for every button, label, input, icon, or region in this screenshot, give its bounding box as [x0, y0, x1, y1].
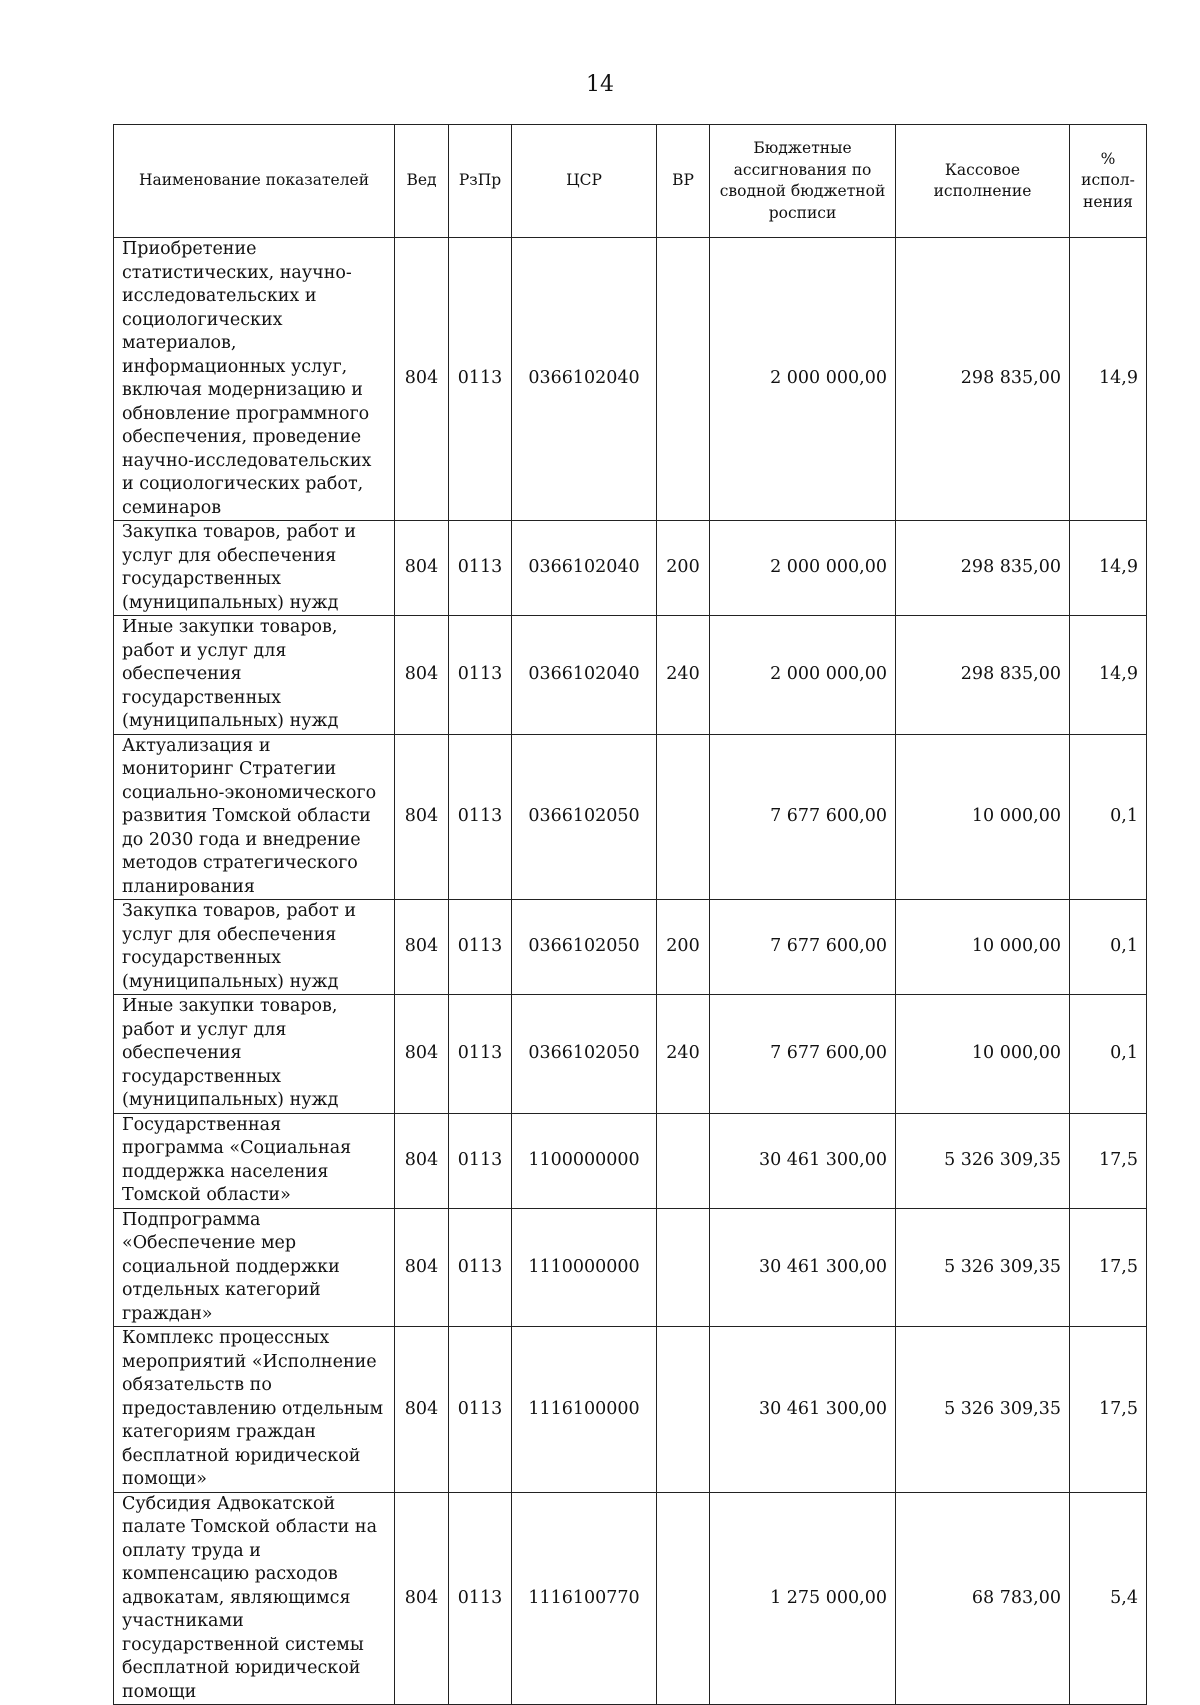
row-cash: 298 835,00 — [896, 521, 1070, 616]
row-name: Актуализация и мониторинг Стратегии социально-экономического развития Томской области до 2030 года и внедрение методов стратегического планирования — [114, 734, 395, 900]
row-rzpr: 0113 — [449, 900, 512, 995]
row-cash: 10 000,00 — [896, 995, 1070, 1114]
row-csr: 0366102040 — [512, 521, 657, 616]
row-rzpr: 0113 — [449, 995, 512, 1114]
row-ved: 804 — [395, 995, 449, 1114]
row-vr: 200 — [657, 521, 710, 616]
table-row — [114, 995, 1147, 1114]
row-name: Иные закупки товаров, работ и услуг для обеспечения государственных (муниципальных) нужд — [114, 616, 395, 735]
row-percent: 17,5 — [1070, 1113, 1147, 1208]
row-rzpr: 0113 — [449, 616, 512, 735]
row-name: Закупка товаров, работ и услуг для обеспечения государственных (муниципальных) нужд — [114, 900, 395, 995]
row-ved: 804 — [395, 1208, 449, 1327]
table-row — [114, 521, 1147, 616]
table-row — [114, 238, 1147, 521]
row-rzpr: 0113 — [449, 1492, 512, 1705]
row-vr — [657, 734, 710, 900]
row-budget: 1 275 000,00 — [710, 1492, 896, 1705]
row-rzpr: 0113 — [449, 734, 512, 900]
row-cash: 298 835,00 — [896, 238, 1070, 521]
row-vr — [657, 1113, 710, 1208]
row-rzpr: 0113 — [449, 1113, 512, 1208]
row-percent: 0,1 — [1070, 900, 1147, 995]
header-ved: Вед — [395, 125, 449, 238]
table-row — [114, 1208, 1147, 1327]
header-percent: % испол-нения — [1070, 125, 1147, 238]
row-vr: 240 — [657, 995, 710, 1114]
row-percent: 14,9 — [1070, 521, 1147, 616]
row-vr: 240 — [657, 616, 710, 735]
row-ved: 804 — [395, 238, 449, 521]
row-ved: 804 — [395, 521, 449, 616]
row-budget: 30 461 300,00 — [710, 1327, 896, 1493]
row-name: Подпрограмма «Обеспечение мер социальной поддержки отдельных категорий граждан» — [114, 1208, 395, 1327]
row-csr: 0366102040 — [512, 238, 657, 521]
header-name: Наименование показателей — [114, 125, 395, 238]
row-percent: 5,4 — [1070, 1492, 1147, 1705]
budget-execution-table — [113, 124, 1147, 1705]
table-row — [114, 734, 1147, 900]
row-csr: 1116100000 — [512, 1327, 657, 1493]
row-name: Иные закупки товаров, работ и услуг для обеспечения государственных (муниципальных) нужд — [114, 995, 395, 1114]
row-budget: 2 000 000,00 — [710, 616, 896, 735]
row-rzpr: 0113 — [449, 521, 512, 616]
row-name: Приобретение статистических, научно-исследовательских и социологических материалов, информационных услуг, включая модернизацию и обновление программного обеспечения, проведение научно-исследовательских и социологических работ, семинаров — [114, 238, 395, 521]
row-name: Комплекс процессных мероприятий «Исполнение обязательств по предоставлению отдельным категориям граждан бесплатной юридической помощи» — [114, 1327, 395, 1493]
row-percent: 17,5 — [1070, 1208, 1147, 1327]
row-percent: 0,1 — [1070, 995, 1147, 1114]
row-csr: 1116100770 — [512, 1492, 657, 1705]
row-percent: 14,9 — [1070, 238, 1147, 521]
row-ved: 804 — [395, 1492, 449, 1705]
row-csr: 0366102050 — [512, 734, 657, 900]
row-ved: 804 — [395, 1327, 449, 1493]
row-budget: 30 461 300,00 — [710, 1113, 896, 1208]
header-budget: Бюджетные ассигнования по сводной бюджетной росписи — [710, 125, 896, 238]
row-ved: 804 — [395, 1113, 449, 1208]
row-ved: 804 — [395, 900, 449, 995]
row-rzpr: 0113 — [449, 238, 512, 521]
row-budget: 2 000 000,00 — [710, 238, 896, 521]
row-vr: 200 — [657, 900, 710, 995]
row-cash: 5 326 309,35 — [896, 1113, 1070, 1208]
row-percent: 14,9 — [1070, 616, 1147, 735]
header-cash: Кассовое исполнение — [896, 125, 1070, 238]
row-csr: 0366102050 — [512, 900, 657, 995]
table-row — [114, 900, 1147, 995]
row-vr — [657, 238, 710, 521]
row-csr: 1100000000 — [512, 1113, 657, 1208]
header-csr: ЦСР — [512, 125, 657, 238]
row-rzpr: 0113 — [449, 1327, 512, 1493]
row-percent: 0,1 — [1070, 734, 1147, 900]
row-cash: 298 835,00 — [896, 616, 1070, 735]
row-csr: 0366102050 — [512, 995, 657, 1114]
row-csr: 1110000000 — [512, 1208, 657, 1327]
row-percent: 17,5 — [1070, 1327, 1147, 1493]
row-vr — [657, 1208, 710, 1327]
table-row — [114, 1492, 1147, 1705]
row-ved: 804 — [395, 616, 449, 735]
row-ved: 804 — [395, 734, 449, 900]
row-csr: 0366102040 — [512, 616, 657, 735]
table-header-row — [114, 125, 1147, 238]
row-cash: 10 000,00 — [896, 900, 1070, 995]
header-vr: ВР — [657, 125, 710, 238]
row-vr — [657, 1492, 710, 1705]
row-budget: 7 677 600,00 — [710, 900, 896, 995]
row-cash: 5 326 309,35 — [896, 1327, 1070, 1493]
row-budget: 2 000 000,00 — [710, 521, 896, 616]
table-row — [114, 616, 1147, 735]
row-budget: 30 461 300,00 — [710, 1208, 896, 1327]
row-vr — [657, 1327, 710, 1493]
row-name: Субсидия Адвокатской палате Томской области на оплату труда и компенсацию расходов адвокатам, являющимся участниками государственной системы бесплатной юридической помощи — [114, 1492, 395, 1705]
table-row — [114, 1327, 1147, 1493]
row-rzpr: 0113 — [449, 1208, 512, 1327]
row-name: Государственная программа «Социальная поддержка населения Томской области» — [114, 1113, 395, 1208]
row-name: Закупка товаров, работ и услуг для обеспечения государственных (муниципальных) нужд — [114, 521, 395, 616]
row-cash: 10 000,00 — [896, 734, 1070, 900]
row-budget: 7 677 600,00 — [710, 995, 896, 1114]
page-number: 14 — [586, 72, 614, 97]
row-cash: 5 326 309,35 — [896, 1208, 1070, 1327]
row-cash: 68 783,00 — [896, 1492, 1070, 1705]
table-row — [114, 1113, 1147, 1208]
row-budget: 7 677 600,00 — [710, 734, 896, 900]
header-rzpr: РзПр — [449, 125, 512, 238]
